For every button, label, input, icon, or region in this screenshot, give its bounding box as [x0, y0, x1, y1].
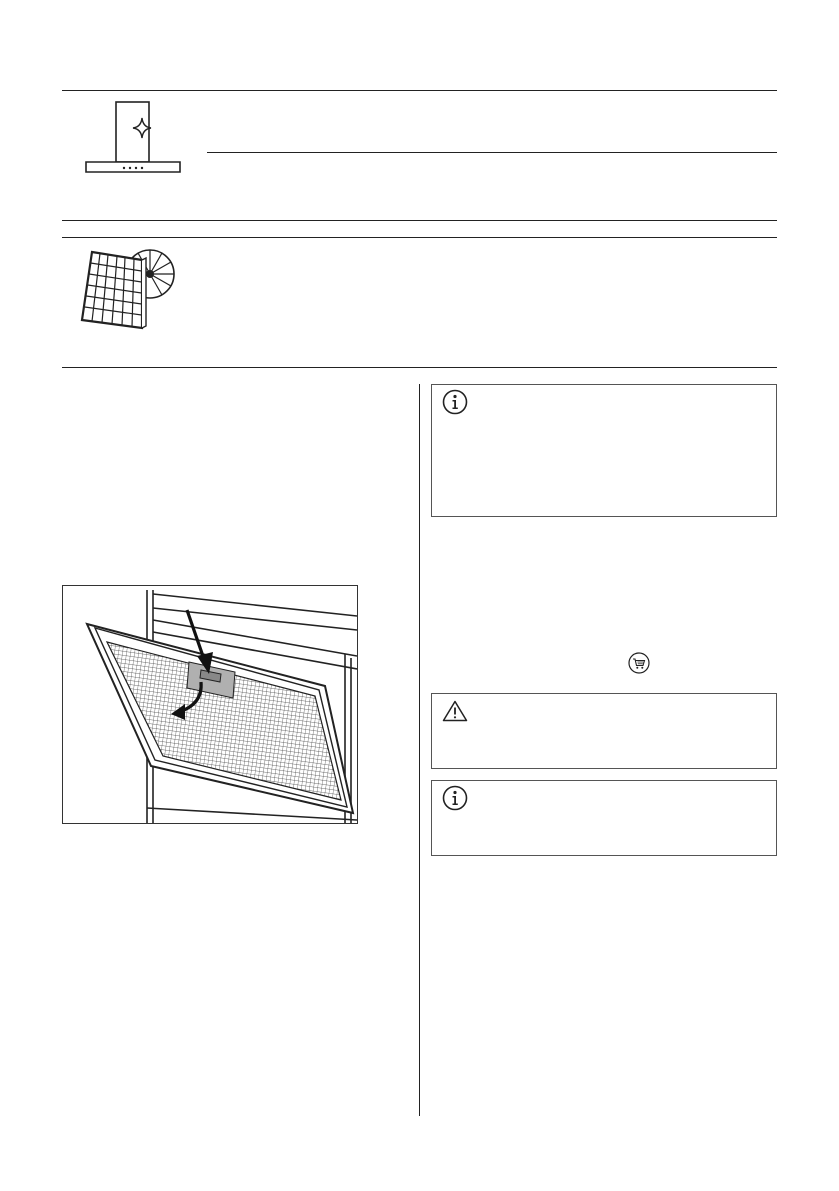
subsection-rule	[207, 152, 777, 153]
warning-triangle-icon	[442, 700, 468, 722]
info-note-box	[431, 384, 777, 517]
shopping-cart-icon	[628, 652, 650, 674]
section-rule-filter-top	[62, 237, 777, 238]
section-rule-top	[62, 90, 777, 91]
info-note-box-2	[431, 780, 777, 856]
section-rule-bottom	[62, 220, 777, 221]
filter-removal-figure	[62, 585, 358, 824]
info-icon	[442, 785, 468, 811]
filter-icon	[80, 244, 176, 330]
warning-note-box	[431, 693, 777, 769]
column-divider	[419, 384, 420, 1116]
hood-cleaning-icon	[84, 101, 182, 175]
info-icon	[442, 389, 468, 415]
section-rule-filter-bottom	[62, 367, 777, 368]
